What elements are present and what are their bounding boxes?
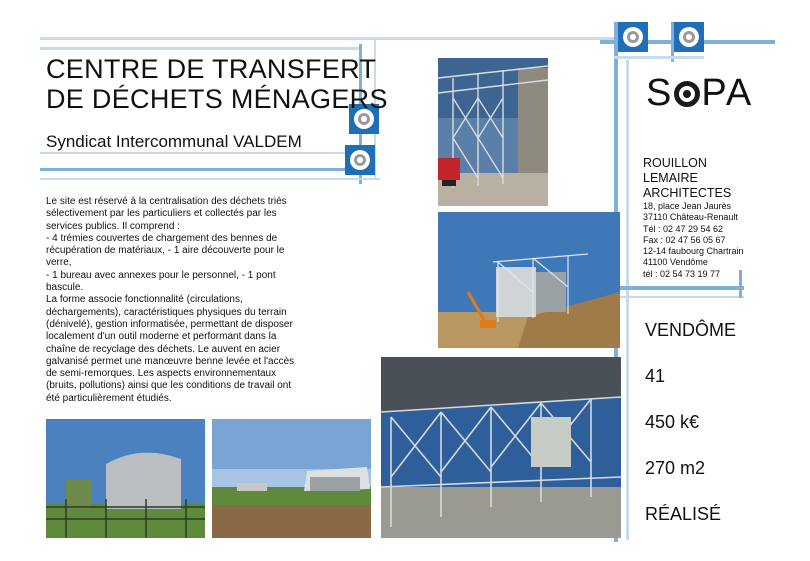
project-description	[46, 196, 304, 405]
logo-target-o	[674, 81, 700, 107]
photo-canopy-structure	[381, 357, 621, 538]
frame-line-top-left	[40, 47, 360, 50]
page-title	[46, 54, 388, 114]
logo-letter-p: P	[701, 72, 726, 114]
title-line-1: CENTRE DE TRANSFERT	[46, 54, 377, 84]
frame-line-subtitle	[40, 152, 370, 154]
frame-line-mid-h	[614, 286, 744, 290]
address-line: 37110 Château-Renault	[643, 212, 738, 223]
frame-line-subtitle-3	[40, 178, 380, 180]
architect-name-line: ROUILLON	[643, 156, 707, 170]
photo-building-field	[212, 419, 371, 538]
logo-letter-a: A	[725, 72, 754, 114]
description-paragraph: La forme associe fonctionnalité (circulations, déchargements), caractéristiques physiques du terrain (dénivelé), gestion informatisée, permettant de disposer localement d'un outil moderne et performant dans la chaîne de recyclage des déchets. Le auvent en acier galvanisé permet une manœuvre benne levée et l'accès de semi-remorques. Les aspects environnementaux (bruits, pollutions) ainsi que les conditions de travail ont été particulièrement étudiés.	[46, 294, 295, 404]
frame-line-right-v2	[626, 60, 629, 540]
fact-status: RÉALISÉ	[645, 504, 722, 524]
photo-hangar-fence	[46, 419, 205, 538]
target-badge-top-2	[674, 22, 704, 52]
description-paragraph: Le site est réservé à la centralisation des déchets triés sélectivement par les particuliers et collectés par les services publics. Il comprend :	[46, 196, 287, 232]
title-line-2: DE DÉCHETS MÉNAGERS	[46, 84, 388, 114]
photo-building-gravel	[438, 212, 620, 348]
frame-line-subtitle-2	[40, 168, 350, 171]
address-line: tél : 02 54 73 19 77	[643, 268, 721, 279]
architect-address	[643, 201, 744, 280]
scopa-logo	[646, 72, 753, 115]
architect-name	[643, 156, 731, 201]
target-badge-title-2	[345, 145, 375, 175]
project-facts	[645, 320, 736, 550]
target-badge-top-1	[618, 22, 648, 52]
description-paragraph: - 1 bureau avec annexes pour le personnel, - 1 pont bascule.	[46, 269, 276, 294]
address-line: 41100 Vendôme	[643, 257, 708, 268]
fact-department: 41	[645, 366, 666, 386]
fact-area: 270 m2	[645, 458, 706, 478]
fact-city: VENDÔME	[645, 320, 737, 340]
architect-name-line: ARCHITECTES	[643, 186, 732, 200]
fact-cost: 450 k€	[645, 412, 700, 432]
address-line: Fax : 02 47 56 05 67	[643, 234, 726, 245]
architect-name-line: LEMAIRE	[643, 171, 698, 185]
address-line: 18, place Jean Jaurès	[643, 201, 732, 211]
frame-line-mid-h2	[614, 296, 744, 298]
logo-letter-s: S	[646, 72, 674, 114]
description-paragraph: - 4 trémies couvertes de chargement des bennes de récupération de matériaux, - 1 aire découverte pour le verre,	[46, 232, 285, 269]
address-line: Tél : 02 47 29 54 62	[643, 223, 724, 234]
frame-line-right-h1	[614, 56, 704, 59]
address-line: 12-14 faubourg Chartrain	[643, 246, 744, 257]
frame-line-top	[40, 37, 615, 40]
page-subtitle: Syndicat Intercommunal VALDEM	[46, 132, 302, 151]
photo-steel-frame-crane	[438, 58, 548, 206]
